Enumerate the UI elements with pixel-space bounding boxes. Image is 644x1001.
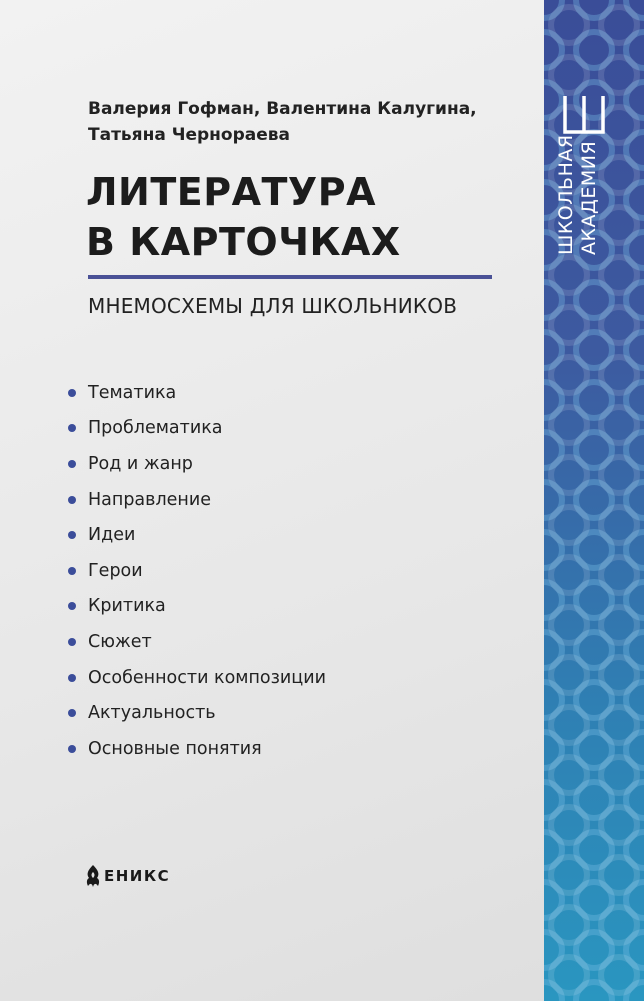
feature-item <box>68 660 326 696</box>
authors <box>88 96 528 148</box>
feature-item <box>68 731 326 767</box>
publisher-name: ЕНИКС <box>104 867 171 885</box>
bullet-icon <box>68 602 76 610</box>
feature-label: Особенности композиции <box>88 667 326 688</box>
feature-label: Проблематика <box>88 418 223 439</box>
series-logo-icon <box>562 92 606 136</box>
series-name <box>555 135 615 255</box>
phoenix-flame-icon <box>84 864 102 888</box>
bullet-icon <box>68 567 76 575</box>
feature-label: Направление <box>88 489 212 510</box>
title-line-1: ЛИТЕРАТУРА <box>86 170 376 214</box>
feature-list <box>68 375 326 767</box>
feature-label: Герои <box>88 560 143 581</box>
authors-line-2: Татьяна Чернораева <box>88 125 290 145</box>
feature-item <box>68 624 326 660</box>
feature-item <box>68 482 326 518</box>
book-subtitle: МНЕМОСХЕМЫ ДЛЯ ШКОЛЬНИКОВ <box>88 294 458 318</box>
authors-line-1: Валерия Гофман, Валентина Калугина, <box>88 99 477 119</box>
bullet-icon <box>68 674 76 682</box>
book-title <box>86 167 526 267</box>
feature-item <box>68 589 326 625</box>
bullet-icon <box>68 424 76 432</box>
bullet-icon <box>68 638 76 646</box>
series-name-line-1: ШКОЛЬНАЯ <box>555 134 577 255</box>
title-line-2: В КАРТОЧКАХ <box>86 220 401 264</box>
bullet-icon <box>68 496 76 504</box>
feature-label: Критика <box>88 596 166 617</box>
feature-label: Сюжет <box>88 631 152 652</box>
feature-item <box>68 517 326 553</box>
feature-item <box>68 695 326 731</box>
feature-label: Тематика <box>88 382 177 403</box>
bullet-icon <box>68 709 76 717</box>
feature-item <box>68 375 326 411</box>
feature-item <box>68 553 326 589</box>
feature-label: Род и жанр <box>88 453 193 474</box>
bullet-icon <box>68 745 76 753</box>
bullet-icon <box>68 531 76 539</box>
bullet-icon <box>68 389 76 397</box>
feature-label: Основные понятия <box>88 738 262 759</box>
feature-item <box>68 446 326 482</box>
publisher-logo <box>84 862 170 890</box>
feature-label: Идеи <box>88 525 136 546</box>
feature-label: Актуальность <box>88 703 216 724</box>
feature-item <box>68 411 326 447</box>
series-name-line-2: АКАДЕМИЯ <box>578 140 600 255</box>
title-divider <box>88 275 492 279</box>
bullet-icon <box>68 460 76 468</box>
